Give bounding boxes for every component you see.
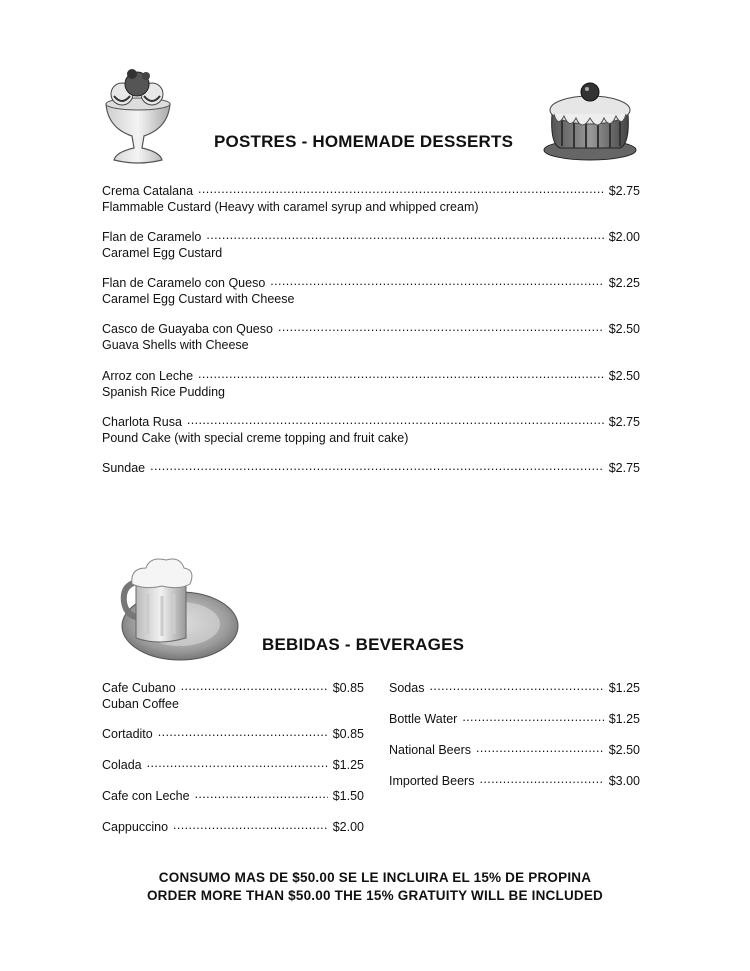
item-description: Spanish Rice Pudding [102,385,225,399]
item-name: Casco de Guayaba con Queso [102,322,273,336]
leader-dots [206,228,603,241]
item-name: Imported Beers [389,774,475,788]
dessert-item-charlota-rusa [102,413,640,445]
beer-mug-illustration [118,554,242,664]
gratuity-notice-english: ORDER MORE THAN $50.00 THE 15% GRATUITY WILL BE INCLUDED [146,888,603,903]
beverage-item-cafe-cubano [102,679,364,711]
item-name: Cappuccino [102,820,169,834]
item-name: Crema Catalana [102,184,194,198]
leader-dots [270,274,603,287]
desserts-title: POSTRES - HOMEMADE DESSERTS [214,132,514,151]
item-name: National Beers [389,743,471,757]
item-name: Charlota Rusa [102,415,182,429]
leader-dots [150,459,604,472]
leader-dots [158,725,328,738]
leader-dots [198,367,604,380]
dessert-item-crema-catalana [102,182,640,214]
item-description: Guava Shells with Cheese [102,338,249,352]
item-price: $1.25 [608,712,640,726]
item-description: Pound Cake (with special creme topping and fruit cake) [102,431,409,445]
cake-illustration [540,74,640,164]
beverage-item-bottle-water [389,710,640,726]
item-price: $3.00 [608,774,640,788]
item-price: $2.75 [608,461,640,475]
item-description: Caramel Egg Custard [102,246,223,260]
item-description: Flammable Custard (Heavy with caramel syrup and whipped cream) [102,200,479,214]
item-name: Cafe con Leche [102,789,190,803]
dessert-item-flan-de-caramelo [102,228,640,260]
item-price: $2.25 [608,276,640,290]
leader-dots [479,772,603,785]
leader-dots [181,679,328,692]
item-price: $1.50 [332,789,364,803]
item-name: Bottle Water [389,712,458,726]
item-name: Colada [102,758,142,772]
item-price: $2.75 [608,415,640,429]
leader-dots [195,787,328,800]
dessert-item-casco-de-guayaba [102,320,640,352]
leader-dots [476,741,604,754]
leader-dots [147,756,328,769]
item-name: Arroz con Leche [102,369,194,383]
item-price: $2.50 [608,743,640,757]
item-name: Cafe Cubano [102,681,176,695]
leader-dots [462,710,603,723]
leader-dots [187,413,604,426]
item-name: Flan de Caramelo [102,230,202,244]
item-name: Flan de Caramelo con Queso [102,276,266,290]
item-price: $2.00 [332,820,364,834]
beverage-item-cortadito [102,725,364,741]
item-price: $2.50 [608,322,640,336]
item-name: Cortadito [102,727,153,741]
beverage-item-cappuccino [102,818,364,834]
beverage-item-imported-beers [389,772,640,788]
item-price: $2.00 [608,230,640,244]
item-price: $1.25 [608,681,640,695]
leader-dots [278,320,604,333]
item-price: $0.85 [332,727,364,741]
beverage-item-colada [102,756,364,772]
dessert-item-sundae [102,459,640,475]
sundae-cup-illustration [102,66,174,166]
beverages-title: BEBIDAS - BEVERAGES [262,635,465,654]
item-description: Caramel Egg Custard with Cheese [102,292,295,306]
item-price: $1.25 [332,758,364,772]
item-price: $2.75 [608,184,640,198]
beverage-item-sodas [389,679,640,695]
leader-dots [198,182,604,195]
leader-dots [173,818,328,831]
item-price: $2.50 [608,369,640,383]
item-name: Sodas [389,681,425,695]
beverage-item-national-beers [389,741,640,757]
item-description: Cuban Coffee [102,697,179,711]
item-price: $0.85 [332,681,364,695]
dessert-item-flan-con-queso [102,274,640,306]
item-name: Sundae [102,461,146,475]
leader-dots [429,679,603,692]
dessert-item-arroz-con-leche [102,367,640,399]
beverage-item-cafe-con-leche [102,787,364,803]
gratuity-notice-spanish: CONSUMO MAS DE $50.00 SE LE INCLUIRA EL 15% DE PROPINA [158,870,592,885]
